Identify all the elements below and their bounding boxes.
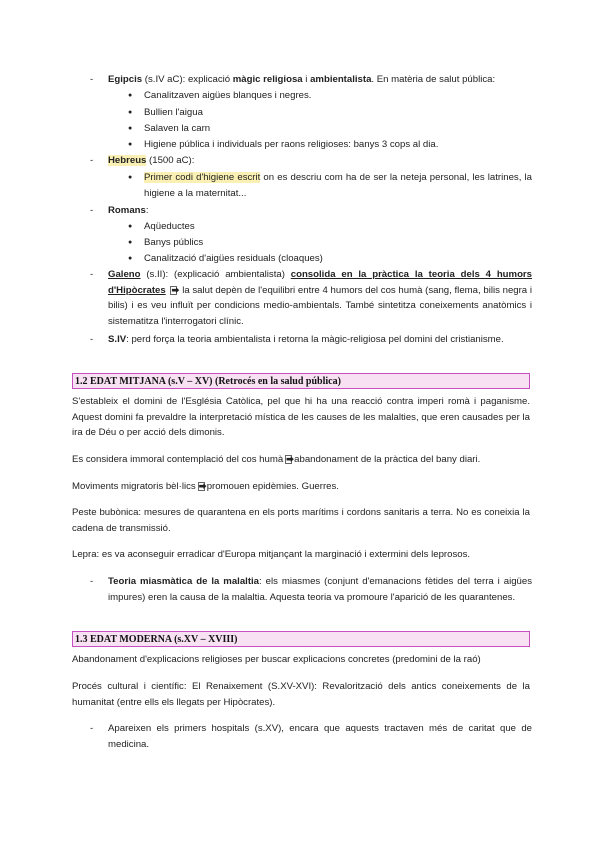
paragraph: Es considera immoral contemplació del cos humà ⮕abandonament de la pràctica del bany diari. <box>72 454 481 465</box>
siv-item: - S.IV: perd força la teoria ambientalista i retorna la màgic-religiosa pel domini del cristianisme. <box>90 334 504 345</box>
arrow-icon: ⮕ <box>171 285 180 295</box>
paragraph: Abandonament d'explicacions religioses per buscar explicacions concretes (predomini de la raó) <box>72 654 481 665</box>
romans-subitem: ● Banys públics <box>128 237 204 248</box>
romans-subitem: ● Aqüeductes <box>128 221 195 232</box>
hebreus-item: - Hebreus (1500 aC): <box>90 155 195 166</box>
paragraph: Lepra: es va aconseguir erradicar d'Europa mitjançant la marginació i extermini dels leprosos. <box>72 549 471 560</box>
romans-subitem: ● Canalització d'aigües residuals (cloaques) <box>128 253 323 264</box>
hebreus-subitem: ● Primer codi d'higiene escrit on es descriu com ha de ser la neteja personal, les latrines, la higiene a la maternitat... <box>128 172 532 199</box>
arrow-icon: ⮕ <box>198 481 207 491</box>
galeno-item: - Galeno (s.II): (explicació ambientalista) consolida en la pràctica la teoria dels 4 humors d'Hipòcrates ⮕ la salut depèn de l'equilibri entre 4 humors del cos humà (sang, flema, bilis negra i bilis) i es veu influït per condicions medio-ambientals. També sintetitza coneixements anatòmics i sistematitza l'interrogatori clínic. <box>90 269 532 327</box>
romans-item: - Romans: <box>90 205 149 216</box>
paragraph: S'estableix el domini de l'Església Catòlica, pel que hi ha una reacció contra imperi romà i paganisme. Aquest domini fa prevaldre la interpretació mística de les causes de les malalties, que eren causades per la ira de Déu o per acció dels dimonis. <box>72 396 530 439</box>
egipcis-subitem: ● Higiene pública i individuals per raons religioses: banys 3 cops al dia. <box>128 139 439 150</box>
paragraph: Procés cultural i científic: El Renaixement (S.XV-XVI): Revalorització dels antics coneixements de la humanitat (entre ells els llegats per Hipòcrates). <box>72 681 530 708</box>
hospitals-item: - Apareixen els primers hospitals (s.XV), encara que aquests tractaven més de caritat que de medicina. <box>90 723 532 750</box>
paragraph: Peste bubònica: mesures de quarantena en els ports marítims i cordons sanitaris a terra. No es coneixia la cadena de transmissió. <box>72 507 530 534</box>
egipcis-subitem: ● Bullien l'aigua <box>128 107 203 118</box>
egipcis-subitem: ● Canalitzaven aigües blanques i negres. <box>128 90 312 101</box>
section-heading-edat-mitjana: 1.2 EDAT MITJANA (s.V – XV) (Retrocés en la salud pública) <box>72 373 530 389</box>
arrow-icon: ⮕ <box>286 454 295 464</box>
egipcis-item: - Egipcis (s.IV aC): explicació màgic religiosa i ambientalista. En matèria de salut pública: <box>90 74 496 85</box>
teoria-miasmatica-item: - Teoria miasmàtica de la malaltia: els miasmes (conjunt d'emanacions fètides del terra i aigües impures) eren la causa de la malaltia. Aquesta teoria va promoure l'aparició de les quarantenes. <box>90 576 532 603</box>
paragraph: Moviments migratoris bèl·lics ⮕promouen epidèmies. Guerres. <box>72 481 339 492</box>
section-heading-edat-moderna: 1.3 EDAT MODERNA (s.XV – XVIII) <box>72 631 530 647</box>
egipcis-subitem: ● Salaven la carn <box>128 123 211 134</box>
